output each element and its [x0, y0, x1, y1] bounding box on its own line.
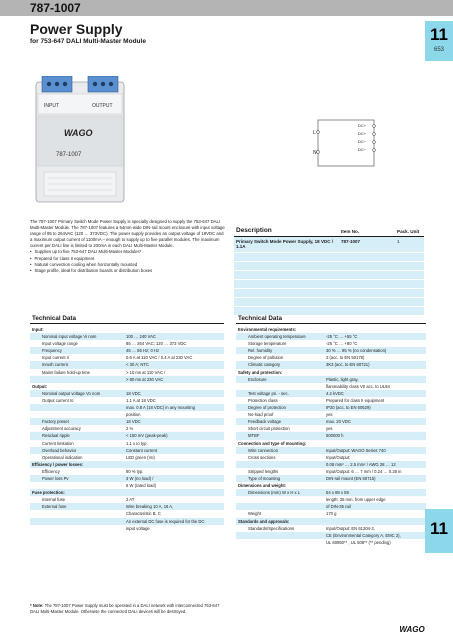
page-number: 653 [433, 47, 444, 53]
spec-row [30, 376, 224, 383]
page-title: Power Supply [30, 21, 123, 37]
empty-row [234, 280, 424, 289]
row-description: Primary Switch Mode Power Supply, 18 VDC / 1.1A [236, 239, 333, 249]
spec-value: 4.2 kVDC [326, 390, 344, 396]
spec-row [236, 390, 426, 397]
spec-value: 54 x 89 x 59 [326, 490, 349, 496]
spec-row [236, 510, 426, 517]
spec-label: Current limitation [42, 440, 74, 446]
spec-label [236, 539, 326, 546]
spec-row [30, 418, 224, 425]
spec-value: Prepared for class II equipment [326, 397, 385, 403]
feature-item: • Stage profile, ideal for distribution boards or distribution boxes [30, 268, 225, 274]
spec-value [326, 518, 426, 525]
spec-label: Climatic category [248, 362, 281, 368]
power-supply-image [34, 76, 126, 204]
spec-label [236, 496, 326, 503]
spec-label [30, 376, 126, 383]
spec-label [30, 525, 126, 532]
wiring-schematic [310, 118, 390, 168]
spec-label: Inrush current [42, 362, 68, 368]
spec-section-header [30, 489, 224, 496]
spec-label: Output: [32, 383, 48, 389]
spec-label: Input: [32, 327, 44, 332]
spec-value: Constant current [126, 447, 157, 453]
empty-row [234, 271, 424, 280]
spec-value [326, 440, 426, 447]
spec-rows [236, 326, 426, 546]
spec-value: yes [326, 412, 333, 418]
spec-value: 100 … 240 VAC [126, 334, 156, 340]
spec-row [30, 333, 224, 340]
spec-row [30, 440, 224, 447]
spec-value: 18 VDC [126, 419, 141, 425]
spec-value [126, 461, 224, 468]
spec-row [236, 376, 426, 383]
spec-label: Nominal output voltage Vo nom [42, 390, 101, 396]
col-description: Description [236, 227, 272, 234]
spec-value: Input/Output: 6 … 7 mm / 0.24 … 0.28 in [326, 468, 402, 474]
empty-row [234, 298, 424, 307]
spec-row [236, 539, 426, 546]
spec-label: Efficiency / power losses: [32, 461, 84, 467]
spec-value: 30 % … 85 % (no condensation) [326, 348, 387, 354]
device-brand-label: WAGO [64, 128, 93, 138]
spec-value: 3K3 (acc. to EN 60721) [326, 362, 370, 368]
spec-value: 3 W (no load) / [126, 475, 154, 481]
intro-paragraph: The 787-1007 Primary Switch Mode Power Supply is specially designed to supply the 753-647 DALI Multi-Master Module. The 787-1007 features a 54mm-wide DIN-rail mount enclosure with input voltage range of 85 to 264VAC (120 … 373VDC). The power supply provides an output voltage of 18VDC and a maximum output current of 1100mA – enough to supply up to five parallel modules. The maximum current per DALI line is limited to 200mA in each DALI Multi-Master Module. [30, 219, 225, 249]
spec-value [326, 326, 426, 333]
spec-row [30, 482, 224, 489]
spec-row [236, 354, 426, 361]
page-subtitle: for 753-647 DALI Multi-Master Module [30, 38, 146, 45]
spec-label: Dimensions and weight: [238, 483, 287, 489]
spec-label: MTBF [248, 433, 260, 439]
spec-value: max. 0.8 A (18 VDC) in any mounting [126, 405, 195, 411]
spec-row [236, 475, 426, 482]
empty-row [234, 289, 424, 298]
spec-value: position [126, 412, 141, 418]
spec-label: Standards/Specifications [248, 525, 295, 531]
order-table-header [234, 222, 424, 237]
spec-label: Rel. humidity [248, 348, 273, 354]
spec-label: Test voltage pri. - sec. [248, 390, 289, 396]
wago-logo: WAGO [399, 625, 425, 634]
spec-section-header [236, 326, 426, 333]
schematic-l-label: L [313, 130, 316, 136]
spec-value: > 10 ms at 110 VAC / [126, 369, 166, 375]
spec-section-header [236, 482, 426, 489]
spec-value: 0.08 mm² … 2.5 mm² / AWG 28 … 12 [326, 461, 396, 467]
table-row [234, 237, 424, 253]
note-text: The 787-1007 Power Supply must be operated in a DALI network with interconnected 753-647 DALI Multi-Master Module. Otherwise the connected DALI devices will be destroyed. [30, 603, 220, 615]
schematic-dc1-label: DC+ [358, 123, 367, 128]
spec-value: 2 (acc. to EN 50178) [326, 355, 365, 361]
spec-label [236, 532, 326, 539]
spec-value: 80 % typ. [126, 468, 144, 474]
spec-row [30, 518, 224, 525]
spec-label: Degree of protection [248, 405, 286, 411]
spec-row [236, 432, 426, 439]
spec-value [326, 482, 426, 489]
spec-value: length: 35 mm, from upper edge [326, 497, 386, 503]
spec-row [30, 454, 224, 461]
spec-label: Storage temperature [248, 341, 287, 347]
section-title: Technical Data [236, 313, 426, 324]
spec-label: Short circuit protection [248, 426, 290, 432]
spec-section-header [236, 440, 426, 447]
spec-label: Input current Ii [42, 355, 69, 361]
col-item-no: Item No. [341, 229, 360, 234]
spec-row [236, 340, 426, 347]
spec-row [30, 411, 224, 418]
spec-row [30, 503, 224, 510]
spec-row [30, 397, 224, 404]
schematic-n-label: N [313, 150, 317, 156]
spec-row [30, 361, 224, 368]
spec-label: Safety and protection: [238, 369, 283, 375]
spec-row [236, 418, 426, 425]
row-pack-unit: 1 [397, 239, 400, 244]
feature-list [30, 249, 225, 273]
spec-section-header [30, 326, 224, 333]
spec-label: Ambient operating temperature [248, 334, 306, 340]
spec-label: Weight [248, 511, 261, 517]
col-pack-unit: Pack. Unit [397, 229, 420, 234]
spec-row [30, 390, 224, 397]
spec-row [236, 333, 426, 340]
spec-label: Input voltage range [42, 341, 78, 347]
spec-value: 2 AT [126, 497, 135, 503]
spec-value: -25 °C … +80 °C [326, 341, 358, 347]
spec-label: Connection and type of mounting: [238, 440, 307, 446]
spec-value: 2 % [126, 426, 134, 432]
spec-value: 0.6 A at 110 VAC / 0.4 A at 230 VAC [126, 355, 193, 361]
spec-label: Type of mounting [248, 475, 281, 481]
spec-label [30, 518, 126, 525]
spec-value [326, 369, 426, 376]
spec-rows [30, 326, 224, 532]
spec-label: Wire connection [248, 447, 279, 453]
spec-label: Adjustment accuracy [42, 426, 81, 432]
spec-value: LED green (Vo) [126, 454, 155, 460]
spec-label [30, 482, 126, 489]
spec-value: 1.1 x Io typ. [126, 440, 148, 446]
spec-value [126, 383, 224, 390]
spec-label: Efficiency [42, 468, 60, 474]
section-title: Technical Data [30, 313, 224, 324]
spec-label: External fuse [42, 504, 67, 510]
spec-row [30, 510, 224, 517]
spec-row [236, 468, 426, 475]
spec-row [236, 503, 426, 510]
spec-value: Input/Output: WAGO Series 740 [326, 447, 386, 453]
section-tab [425, 21, 453, 61]
spec-value: Plastic, light gray, [326, 376, 359, 382]
spec-label [30, 411, 126, 418]
spec-label: Standards and approvals: [238, 518, 290, 524]
empty-row [234, 262, 424, 271]
technical-data-right [236, 313, 426, 546]
spec-row [236, 397, 426, 404]
spec-section-header [30, 383, 224, 390]
spec-label: Mains failure hold-up time [42, 369, 90, 375]
spec-value: 45 … 66 Hz; 0 Hz [126, 348, 160, 354]
spec-row [30, 425, 224, 432]
device-output-label: OUTPUT [92, 103, 113, 109]
spec-row [30, 432, 224, 439]
product-code: 787-1007 [30, 1, 81, 15]
intro-text [30, 219, 225, 274]
spec-value: DIN-rail mount (EN 60715) [326, 475, 376, 481]
feature-item: • Supplies up to five 753-647 DALI Multi-Master Modules* [30, 249, 225, 255]
spec-row [30, 404, 224, 411]
empty-row [234, 253, 424, 262]
spec-value: -25 °C … +55 °C [326, 334, 358, 340]
spec-row [236, 489, 426, 496]
spec-section-header [30, 461, 224, 468]
device-model-label: 787-1007 [56, 152, 82, 158]
spec-value: 170 g [326, 511, 337, 517]
spec-label: No-load proof [248, 412, 274, 418]
spec-label [236, 383, 326, 390]
spec-label: Stripped lengths [248, 468, 279, 474]
section-number: 11 [430, 25, 448, 44]
spec-row [30, 468, 224, 475]
spec-value: Wire breaking 10 A, 16 A, [126, 504, 174, 510]
spec-value: CE (Environmental Category A, EMC 2), [326, 532, 401, 538]
spec-row [236, 496, 426, 503]
spec-label [236, 461, 326, 468]
spec-row [30, 475, 224, 482]
spec-label: Cross sections [248, 454, 276, 460]
spec-label: Degree of pollution [248, 355, 284, 361]
spec-label [30, 510, 126, 517]
spec-label: Dimensions (mm) W x H x L [248, 490, 301, 496]
spec-label: Nominal input voltage Vi nom [42, 334, 97, 340]
spec-label: Protection class [248, 397, 278, 403]
technical-data-left [30, 313, 224, 532]
spec-value: of DIN-35 rail [326, 504, 351, 510]
schematic-dc2-label: DC+ [358, 131, 367, 136]
spec-row [30, 340, 224, 347]
spec-row [236, 425, 426, 432]
spec-label: Frequency [42, 348, 62, 354]
spec-row [30, 496, 224, 503]
spec-value: IP20 (acc. to EN 60529) [326, 405, 371, 411]
section-number: 11 [430, 519, 448, 538]
spec-row [236, 411, 426, 418]
spec-value: > 80 ms at 230 VAC [126, 376, 164, 382]
spec-value: Input/Output: [326, 454, 351, 460]
spec-label: Operational indication [42, 454, 83, 460]
spec-value: 1.1 A at 18 VDC [126, 397, 156, 403]
spec-row [30, 525, 224, 532]
spec-row [236, 383, 426, 390]
row-item-no: 787-1007 [341, 239, 361, 244]
spec-label: Environmental requirements: [238, 327, 297, 332]
spec-label: Power loss Pv [42, 475, 69, 481]
spec-value: 85 … 264 VAC; 120 … 373 VDC [126, 341, 187, 347]
spec-label [236, 503, 326, 510]
spec-label: Feedback voltage [248, 419, 282, 425]
spec-value: input voltage [126, 525, 150, 531]
schematic-dc4-label: DC− [358, 147, 367, 152]
spec-section-header [236, 369, 426, 376]
spec-row [236, 404, 426, 411]
spec-row [236, 461, 426, 468]
spec-value [126, 326, 224, 333]
spec-label: Fuse protection: [32, 490, 65, 496]
spec-value: < 150 mV (peak-peak) [126, 433, 168, 439]
spec-row [30, 369, 224, 376]
spec-label [30, 404, 126, 411]
spec-value: 500000 h [326, 433, 344, 439]
spec-value: max. 20 VDC [326, 419, 351, 425]
spec-value: 18 VDC [126, 390, 141, 396]
top-bar [0, 0, 453, 16]
spec-value: Characteristic B, C [126, 511, 161, 517]
spec-value: UL 60950** , UL 508** (** pending) [326, 539, 391, 545]
spec-value: yes [326, 426, 333, 432]
spec-label: Factory preset [42, 419, 69, 425]
spec-value [126, 489, 224, 496]
spec-label: Internal fuse [42, 497, 66, 503]
spec-value: flammability class V0 acc. to UL94 [326, 383, 390, 389]
section-tab-bottom [425, 509, 453, 553]
spec-row [30, 347, 224, 354]
note-label: * Note: [30, 603, 44, 608]
spec-label: Enclosure [248, 376, 267, 382]
spec-label: Overload behavior [42, 447, 77, 453]
spec-row [30, 447, 224, 454]
spec-row [236, 347, 426, 354]
spec-value: An external DC fuse is required for the DC [126, 518, 205, 524]
spec-label: Residual ripple [42, 433, 70, 439]
spec-row [30, 354, 224, 361]
spec-label: Output current Io [42, 397, 74, 403]
spec-value: < 30 A; NTC [126, 362, 149, 368]
spec-row [236, 525, 426, 532]
footnote [30, 603, 225, 615]
spec-section-header [236, 518, 426, 525]
spec-row [236, 447, 426, 454]
spec-row [236, 532, 426, 539]
spec-value: Input/Output: EN 61204-3, [326, 525, 375, 531]
spec-row [236, 361, 426, 368]
spec-value: 6 W (rated load) [126, 483, 157, 489]
schematic-dc3-label: DC− [358, 139, 367, 144]
feature-item: • Prepared for class II equipment [30, 256, 225, 262]
feature-item: • Natural convection cooling when horizontally mounted [30, 262, 225, 268]
device-input-label: INPUT [44, 103, 59, 109]
order-table [234, 222, 424, 316]
spec-row [236, 454, 426, 461]
